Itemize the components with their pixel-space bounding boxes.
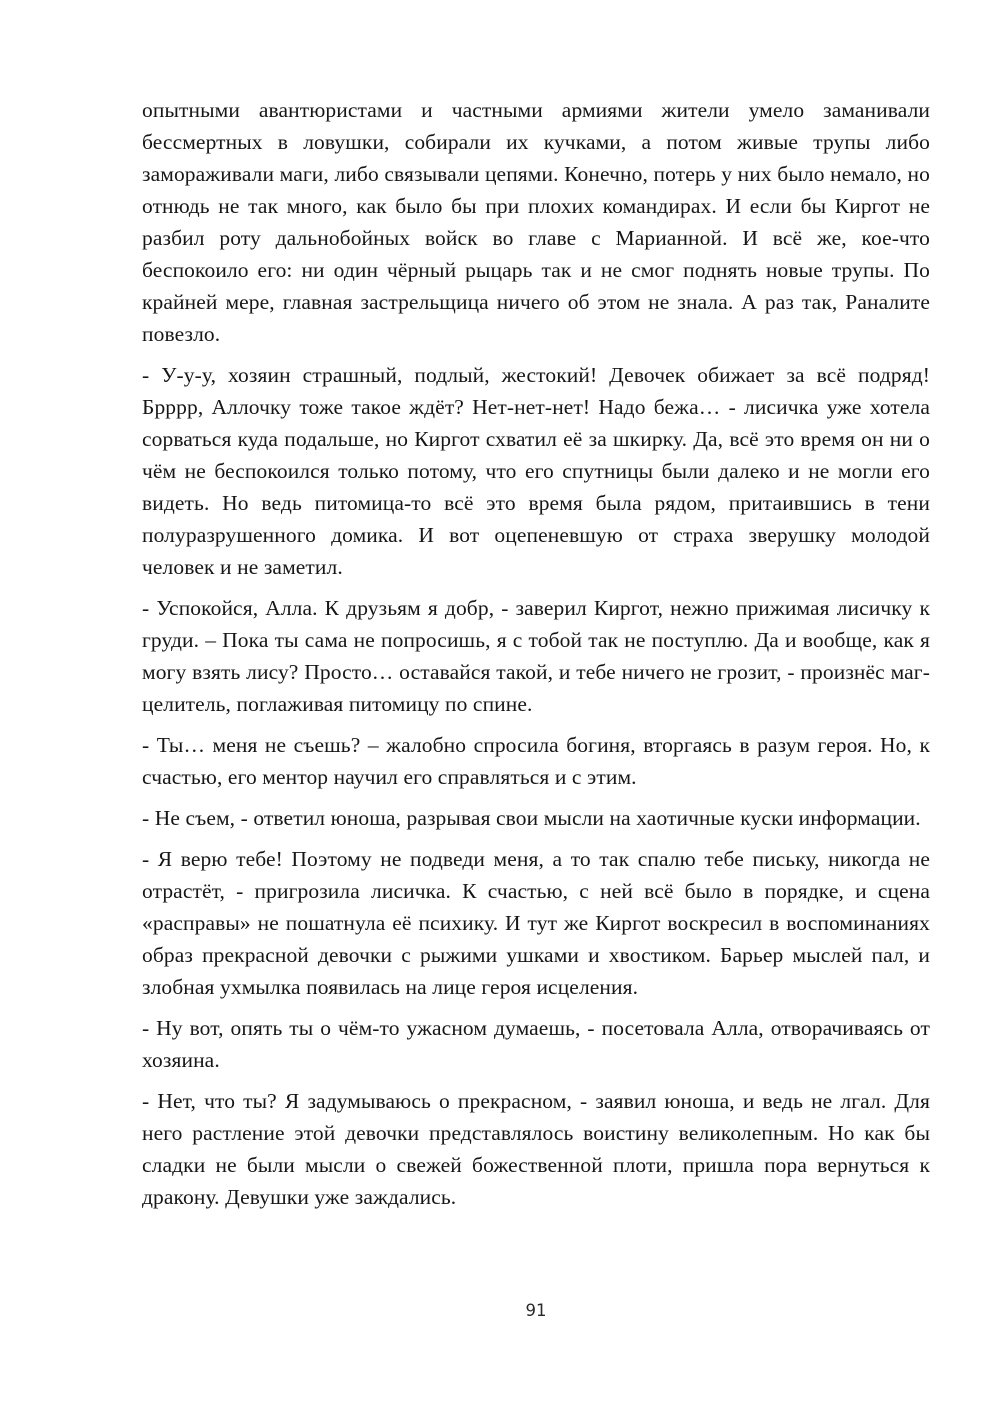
page-text-body xyxy=(142,94,930,1213)
paragraph-dialogue-alla: - Ну вот, опять ты о чём-то ужасном думаешь, - посетовала Алла, отворачиваясь от хозяина. xyxy=(142,1016,930,1072)
page-number: 91 xyxy=(525,1301,547,1320)
paragraph-dialogue-youth: - Не съем, - ответил юноша, разрывая свои мысли на хаотичные куски информации. xyxy=(142,806,921,830)
paragraph-dialogue-fox-2: - Я верю тебе! Поэтому не подведи меня, а то так спалю тебе письку, никогда не отрастёт, - пригрозила лисичка. К счастью, с ней всё было в порядке, и сцена «расправы» не пошатнула её психику. И тут же Киргот воскресил в воспоминаниях образ прекрасной девочки с рыжими ушками и хвостиком. Барьер мыслей пал, и злобная ухмылка появилась на лице героя исцеления. xyxy=(142,847,930,999)
paragraph-dialogue-fox: - У-у-у, хозяин страшный, подлый, жестокий! Девочек обижает за всё подряд! Брррр, Аллочку тоже такое ждёт? Нет-нет-нет! Надо бежа… - лисичка уже хотела сорваться куда подальше, но Киргот схватил её за шкирку. Да, всё это время он ни о чём не беспокоился только потому, что его спутницы были далеко и не могли его видеть. Но ведь питомица-то всё это время была рядом, притаившись в тени полуразрушенного домика. И вот оцепеневшую от страха зверушку молодой человек и не заметил. xyxy=(142,363,930,579)
paragraph-narration: опытными авантюристами и частными армиями жители умело заманивали бессмертных в ловушки, собирали их кучками, а потом живые трупы либо замораживали маги, либо связывали цепями. Конечно, потерь у них было немало, но отнюдь не так много, как было бы при плохих командирах. И если бы Киргот не разбил роту дальнобойных войск во главе с Марианной. И всё же, кое-что беспокоило его: ни один чёрный рыцарь так и не смог поднять новые трупы. По крайней мере, главная застрельщица ничего об этом не знала. А раз так, Раналите повезло. xyxy=(142,98,930,346)
paragraph-dialogue-closing: - Нет, что ты? Я задумываюсь о прекрасном, - заявил юноша, и ведь не лгал. Для него растление этой девочки представлялось воистину великолепным. Но как бы сладки не были мысли о свежей божественной плоти, пришла пора вернуться к дракону. Девушки уже заждались. xyxy=(142,1089,930,1209)
paragraph-dialogue-goddess: - Ты… меня не съешь? – жалобно спросила богиня, вторгаясь в разум героя. Но, к счастью, его ментор научил его справляться и с этим. xyxy=(142,733,930,789)
paragraph-dialogue-kirgot: - Успокойся, Алла. К друзьям я добр, - заверил Киргот, нежно прижимая лисичку к груди. – Пока ты сама не попросишь, я с тобой так не поступлю. Да и вообще, как я могу взять лису? Просто… оставайся такой, и тебе ничего не грозит, - произнёс маг-целитель, поглаживая питомицу по спине. xyxy=(142,596,930,716)
